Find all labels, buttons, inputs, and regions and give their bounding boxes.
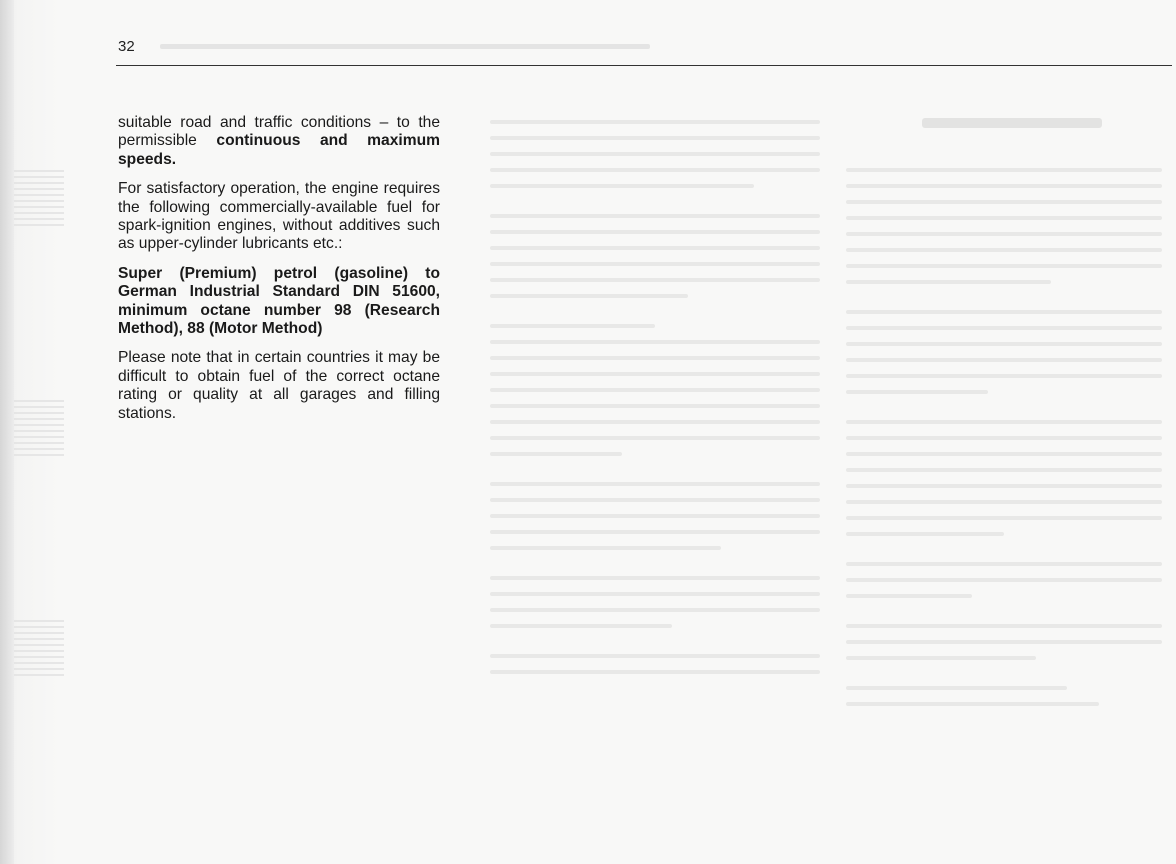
text-column [118, 114, 440, 434]
show-through-column-right [846, 168, 1162, 718]
paragraph-speeds [118, 114, 440, 169]
paragraph-fuel-spec: Super (Premium) petrol (gasoline) to German Industrial Standard DIN 51600, minimum octane number 98 (Research Method), 88 (Motor Method) [118, 264, 440, 338]
margin-scribble [14, 400, 64, 460]
header-show-through [160, 44, 650, 49]
paragraph-speeds-bold: continuous and maximum speeds. [118, 132, 440, 168]
show-through-column-middle [490, 120, 820, 686]
paragraph-speeds-text: suitable road and traffic conditions – to the permissible [118, 114, 440, 150]
binding-gutter [0, 0, 14, 864]
margin-scribble [14, 620, 64, 680]
paragraph-fuel-requirement: For satisfactory operation, the engine requires the following commercially-available fuel for spark-ignition engines, without additives such as upper-cylinder lubricants etc.: [118, 180, 440, 253]
show-through-heading [922, 118, 1102, 128]
header-rule [116, 65, 1172, 66]
paragraph-availability-note: Please note that in certain countries it may be difficult to obtain fuel of the correct octane rating or quality at all garages and filling stations. [118, 349, 440, 422]
margin-scribble [14, 170, 64, 230]
page-number: 32 [118, 38, 135, 55]
